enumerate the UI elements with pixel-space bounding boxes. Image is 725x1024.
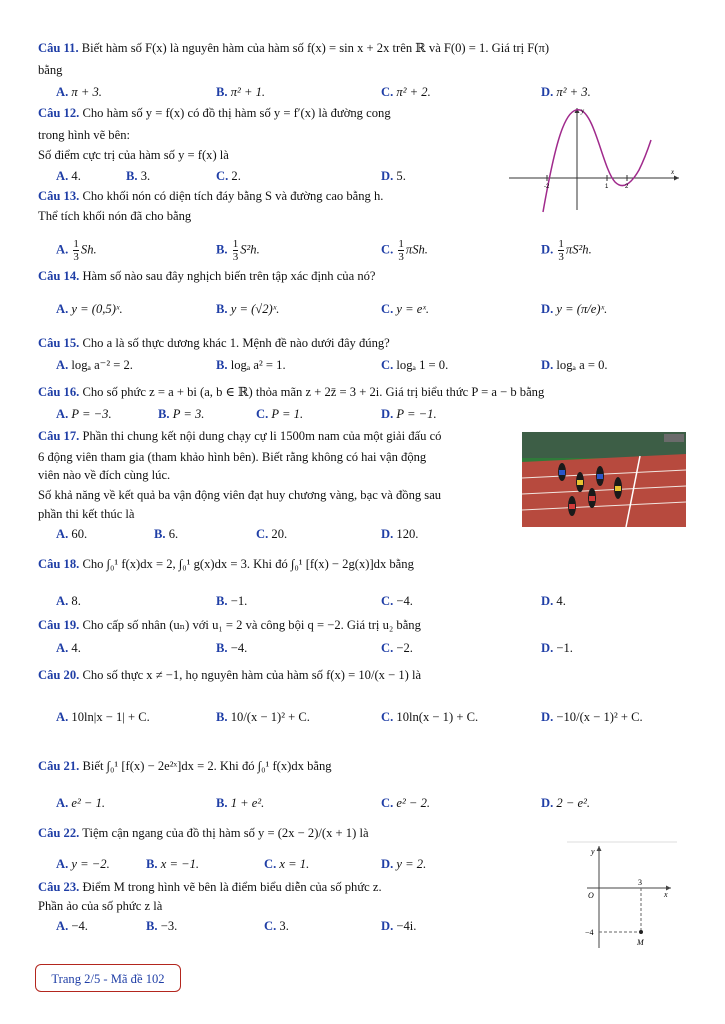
q23-line1 — [38, 879, 382, 895]
point-m-dot — [639, 930, 643, 934]
q21-option-a[interactable]: A. e² − 1. — [56, 796, 106, 810]
q11-line1 — [38, 40, 549, 56]
q19-option-c[interactable]: C. −2. — [381, 641, 413, 655]
q13-line1 — [38, 188, 383, 204]
q13-option-d[interactable]: D. $\frac{1}{3}$ πS²h. — [541, 238, 592, 263]
axis-label-x: x — [671, 168, 675, 176]
q19-number: Câu 19. — [38, 618, 80, 632]
q23-line2: Phần ảo của số phức z là — [38, 899, 163, 913]
q20-option-d[interactable]: D. −10/(x − 1)² + C. — [541, 710, 643, 724]
q11-line2: bằng — [38, 63, 63, 77]
q21-option-b[interactable]: B. 1 + e². — [216, 796, 265, 810]
axis-label-y: y — [591, 847, 595, 856]
q17-line3: viên nào về đích cùng lúc. — [38, 468, 171, 482]
q23-option-b[interactable]: B. −3. — [146, 919, 178, 933]
q12-text: Cho hàm số y = f(x) có đồ thị hàm số y = f′(x) là đường cong — [82, 106, 391, 120]
q17-line5: phần thi kết thúc là — [38, 507, 135, 521]
q22-option-a[interactable]: A. y = −2. — [56, 857, 110, 871]
q14-text: Hàm số nào sau đây nghịch biến trên tập xác định của nó? — [82, 269, 376, 283]
q12-option-d[interactable]: D. 5. — [381, 169, 406, 183]
q19-option-a[interactable]: A. 4. — [56, 641, 81, 655]
tick-label-neg2: -2 — [544, 184, 550, 190]
q15-option-d[interactable]: D. logₐ a = 0. — [541, 358, 608, 372]
tick-label-neg4: −4 — [585, 928, 594, 937]
q16-option-c[interactable]: C. P = 1. — [256, 407, 304, 421]
page-footer: Trang 2/5 - Mã đề 102 — [35, 964, 181, 992]
q14-option-b[interactable]: B. y = (√2)ˣ. — [216, 302, 280, 316]
q17-option-c[interactable]: C. 20. — [256, 527, 288, 541]
q22-line1 — [38, 825, 369, 841]
q18-text: Cho ∫₀¹ f(x)dx = 2, ∫₀¹ g(x)dx = 3. Khi đó ∫₀¹ [f(x) − 2g(x)]dx bằng — [82, 557, 414, 571]
q19-text: Cho cấp số nhân (uₙ) với u₁ = 2 và công bội q = −2. Giá trị u₂ bằng — [82, 618, 421, 632]
q16-option-b[interactable]: B. P = 3. — [158, 407, 205, 421]
point-m-label: M — [637, 938, 644, 947]
tick-label-2: 2 — [625, 184, 629, 190]
q20-line1 — [38, 667, 421, 683]
q22-option-c[interactable]: C. x = 1. — [264, 857, 310, 871]
q14-option-c[interactable]: C. y = eˣ. — [381, 302, 430, 316]
q20-option-a[interactable]: A. 10ln|x − 1| + C. — [56, 710, 150, 724]
q18-line1 — [38, 556, 414, 572]
q12-number: Câu 12. — [38, 106, 80, 120]
q22-text: Tiệm cận ngang của đồ thị hàm số y = (2x − 2)/(x + 1) là — [82, 826, 369, 840]
origin-label: O — [588, 891, 594, 900]
imaginary-axis-arrow — [597, 846, 602, 851]
q19-option-d[interactable]: D. −1. — [541, 641, 573, 655]
q15-option-b[interactable]: B. logₐ a² = 1. — [216, 358, 286, 372]
q21-option-c[interactable]: C. e² − 2. — [381, 796, 431, 810]
x-axis-arrow — [674, 176, 679, 181]
axis-label-x: x — [664, 890, 668, 899]
tick-label-3: 3 — [638, 878, 642, 887]
q17-option-d[interactable]: D. 120. — [381, 527, 419, 541]
race-photo — [522, 432, 686, 527]
q22-number: Câu 22. — [38, 826, 80, 840]
q19-option-b[interactable]: B. −4. — [216, 641, 248, 655]
q15-option-a[interactable]: A. logₐ a⁻² = 2. — [56, 358, 133, 372]
q18-number: Câu 18. — [38, 557, 80, 571]
q23-complex-plane — [557, 840, 685, 952]
q13-option-b[interactable]: B. $\frac{1}{3}$ S²h. — [216, 238, 260, 263]
q14-line1 — [38, 268, 376, 284]
q23-option-d[interactable]: D. −4i. — [381, 919, 417, 933]
q18-option-a[interactable]: A. 8. — [56, 594, 81, 608]
q13-option-c[interactable]: C. $\frac{1}{3}$ πSh. — [381, 238, 428, 263]
q18-option-b[interactable]: B. −1. — [216, 594, 248, 608]
q15-line1 — [38, 335, 390, 351]
q15-option-c[interactable]: C. logₐ 1 = 0. — [381, 358, 449, 372]
q12-option-a[interactable]: A. 4. — [56, 169, 81, 183]
q14-option-a[interactable]: A. y = (0,5)ˣ. — [56, 302, 123, 316]
q16-line1 — [38, 384, 544, 400]
q17-line2: 6 động viên tham gia (tham khảo hình bên). Biết rằng không có hai vận động — [38, 450, 427, 464]
derivative-curve — [543, 110, 651, 212]
q16-text: Cho số phức z = a + bi (a, b ∈ ℝ) thỏa mãn z + 2z̄ = 3 + 2i. Giá trị biểu thức P = a − b bằng — [82, 385, 545, 399]
q11-option-c[interactable]: C. π² + 2. — [381, 85, 431, 99]
q11-number: Câu 11. — [38, 41, 79, 55]
q15-text: Cho a là số thực dương khác 1. Mệnh đề nào dưới đây đúng? — [82, 336, 390, 350]
q20-number: Câu 20. — [38, 668, 80, 682]
q16-option-d[interactable]: D. P = −1. — [381, 407, 437, 421]
q13-text: Cho khối nón có diện tích đáy bằng S và đường cao bằng h. — [82, 189, 384, 203]
q23-text: Điểm M trong hình vẽ bên là điểm biểu diễn của số phức z. — [82, 880, 382, 894]
q13-number: Câu 13. — [38, 189, 80, 203]
q12-derivative-graph — [505, 104, 683, 214]
q12-line3: Số điểm cực trị của hàm số y = f(x) là — [38, 148, 229, 162]
q20-option-c[interactable]: C. 10ln(x − 1) + C. — [381, 710, 479, 724]
q17-text: Phần thi chung kết nội dung chạy cự li 1500m nam của một giải đấu có — [82, 429, 442, 443]
q22-option-b[interactable]: B. x = −1. — [146, 857, 200, 871]
q21-option-d[interactable]: D. 2 − e². — [541, 796, 591, 810]
q17-option-a[interactable]: A. 60. — [56, 527, 88, 541]
q14-option-d[interactable]: D. y = (π/e)ˣ. — [541, 302, 608, 316]
q17-option-b[interactable]: B. 6. — [154, 527, 179, 541]
q19-line1 — [38, 617, 421, 633]
q23-option-c[interactable]: C. 3. — [264, 919, 289, 933]
q21-number: Câu 21. — [38, 759, 80, 773]
q17-line1 — [38, 428, 441, 444]
q13-line2: Thể tích khối nón đã cho bằng — [38, 209, 192, 223]
q17-number: Câu 17. — [38, 429, 80, 443]
q23-option-a[interactable]: A. −4. — [56, 919, 88, 933]
q12-line1 — [38, 105, 391, 121]
q20-text: Cho số thực x ≠ −1, họ nguyên hàm của hàm số f(x) = 10/(x − 1) là — [82, 668, 422, 682]
axis-label-y: y — [581, 107, 585, 115]
q11-option-d[interactable]: D. π² + 3. — [541, 85, 591, 99]
q23-number: Câu 23. — [38, 880, 80, 894]
q12-option-c[interactable]: C. 2. — [216, 169, 241, 183]
q22-option-d[interactable]: D. y = 2. — [381, 857, 427, 871]
q20-option-b[interactable]: B. 10/(x − 1)² + C. — [216, 710, 310, 724]
q15-number: Câu 15. — [38, 336, 80, 350]
q21-text: Biết ∫₀¹ [f(x) − 2e²ˣ]dx = 2. Khi đó ∫₀¹ f(x)dx bằng — [82, 759, 332, 773]
q16-option-a[interactable]: A. P = −3. — [56, 407, 112, 421]
q14-number: Câu 14. — [38, 269, 80, 283]
q12-option-b[interactable]: B. 3. — [126, 169, 151, 183]
q13-option-a[interactable]: A. $\frac{1}{3}$ Sh. — [56, 238, 97, 263]
q11-text: Biết hàm số F(x) là nguyên hàm của hàm số f(x) = sin x + 2x trên ℝ và F(0) = 1. Giá trị F(π) — [81, 41, 550, 55]
q12-line2: trong hình vẽ bên: — [38, 128, 130, 142]
tick-label-1: 1 — [605, 184, 609, 190]
q11-option-b[interactable]: B. π² + 1. — [216, 85, 266, 99]
q17-line4: Số khả năng về kết quả ba vận động viên đạt huy chương vàng, bạc và đồng sau — [38, 488, 442, 502]
q16-number: Câu 16. — [38, 385, 80, 399]
q18-option-d[interactable]: D. 4. — [541, 594, 566, 608]
q21-line1 — [38, 758, 332, 774]
q11-option-a[interactable]: A. π + 3. — [56, 85, 102, 99]
q18-option-c[interactable]: C. −4. — [381, 594, 413, 608]
